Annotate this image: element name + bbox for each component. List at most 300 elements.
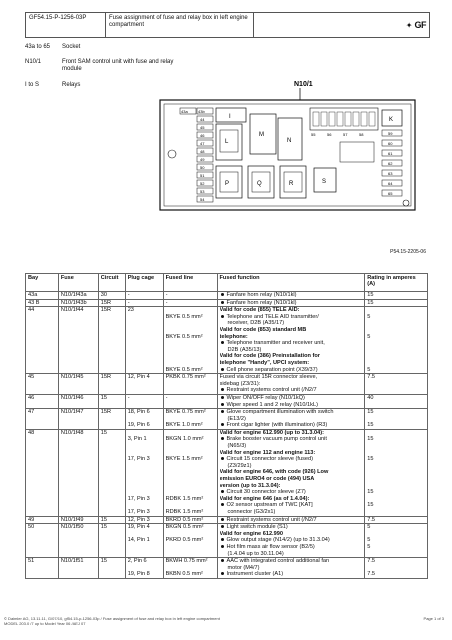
cell-line <box>166 469 215 476</box>
cell-line <box>367 509 425 516</box>
callout-label: N10/1 <box>294 81 313 88</box>
cell-line: 5 <box>367 313 371 320</box>
cell-line: - <box>127 299 130 306</box>
logo: GF <box>414 20 426 30</box>
fuse-table <box>25 273 428 579</box>
cell-fused-function <box>217 299 365 307</box>
cell-plug-cage <box>125 299 163 307</box>
cell-line <box>166 476 215 483</box>
mounting-hole <box>403 200 409 206</box>
function-line <box>220 524 363 531</box>
function-line <box>220 327 363 334</box>
cell-line <box>166 327 215 334</box>
fuse-label: 65 <box>388 191 393 196</box>
fuse-label: 55 <box>311 132 316 137</box>
function-line <box>220 409 363 416</box>
cell-line: 17, Pin 3 <box>127 509 150 515</box>
function-line <box>220 496 363 503</box>
cell-line <box>367 387 425 394</box>
function-line <box>220 374 363 381</box>
cell-circuit: 15 <box>98 516 125 524</box>
function-line <box>220 517 363 524</box>
cell-line: 5 <box>367 543 371 550</box>
cell-fused-line <box>163 374 217 395</box>
col-header-fused-function: Fused function <box>217 274 365 292</box>
logo-cell <box>254 13 429 37</box>
function-text: Brake booster vacuum pump control unit <box>226 436 327 443</box>
bullet-icon <box>221 341 224 344</box>
cell-fused-line <box>163 558 217 579</box>
function-line <box>220 320 363 327</box>
relay-label: L <box>225 139 229 145</box>
footer-line: MODEL 203.0 /7 up to Model Year 06 /AEJ 07 <box>4 621 86 626</box>
function-text: Valid for engine 612.990 <box>219 530 283 537</box>
fuse-label: 43a <box>181 109 188 114</box>
cell-fused-function <box>217 374 365 395</box>
function-text: Telephone transmitter and receiver unit, <box>226 340 325 347</box>
cell-fuse: N10/1f51 <box>58 558 98 579</box>
function-text: Front cigar lighter (with illumination) (R3) <box>226 422 328 429</box>
cell-line <box>128 327 161 334</box>
connector <box>340 142 374 162</box>
cell-line <box>367 450 425 457</box>
fuse-label: 59 <box>388 131 393 136</box>
cell-plug-cage <box>125 558 163 579</box>
function-text: O2 sensor upstream of TWC [KAT] <box>226 502 313 509</box>
cell-rating <box>365 394 428 408</box>
relay-label: M <box>259 132 264 138</box>
cell-line <box>367 430 425 437</box>
function-line <box>220 483 363 490</box>
cell-line: 7.5 <box>367 558 376 565</box>
bullet-icon <box>221 388 224 391</box>
cell-line: 17, Pin 3 <box>127 495 150 502</box>
cell-line: BKBN 0.5 mm² <box>165 571 203 578</box>
function-line <box>220 347 363 354</box>
cell-plug-cage <box>125 429 163 516</box>
function-text: emission EURO4 or code (494) USA <box>219 476 315 483</box>
cell-line <box>367 443 425 450</box>
cell-line: BKYE 0.5 mm² <box>165 366 203 373</box>
fuse-label: 54 <box>200 197 205 202</box>
cell-line: 17, Pin 3 <box>127 456 150 463</box>
fuse-slot <box>361 112 367 126</box>
bullet-icon <box>221 315 224 318</box>
fuse-label: 48 <box>200 149 205 154</box>
function-line <box>220 531 363 538</box>
cell-line <box>128 502 161 509</box>
fuse-label: 49 <box>200 157 205 162</box>
cell-line <box>128 387 161 394</box>
function-line <box>220 469 363 476</box>
cell-fuse: N10/1f49 <box>58 516 98 524</box>
function-text: (N65/3) <box>227 443 247 450</box>
function-text: Circuit 15 connector sleeve (fused) <box>226 456 313 463</box>
function-line <box>220 381 363 388</box>
relay-label: Q <box>257 181 262 187</box>
function-text: (E13/2) <box>227 415 246 422</box>
fuse-label: 44 <box>200 117 205 122</box>
function-line <box>220 489 363 496</box>
bullet-icon <box>221 423 224 426</box>
function-text: Valid for engine 612.990 (up to 31.3.04): <box>219 429 324 436</box>
cell-line: 14, Pin 1 <box>127 537 150 544</box>
cell-plug-cage <box>125 307 163 374</box>
cell-fused-function <box>217 524 365 558</box>
cell-line: 15 <box>367 502 374 509</box>
cell-circuit: 15R <box>98 409 125 430</box>
document-header <box>25 12 430 38</box>
col-header-bay: Bay <box>26 274 59 292</box>
function-text: AAC with integrated control additional fan <box>226 558 330 565</box>
cell-fused-function <box>217 292 365 300</box>
bullet-icon <box>221 410 224 413</box>
cell-fuse: N10/1f43a <box>58 292 98 300</box>
fuse-block <box>310 108 378 130</box>
cell-line: PKRD 0.5 mm² <box>165 537 204 544</box>
fuse-label: 51 <box>200 173 205 178</box>
cell-line <box>166 443 215 450</box>
function-text: telephone: <box>219 333 248 340</box>
function-text: Fanfare horn relay (N10/1kl) <box>226 292 297 298</box>
cell-line: RDBK 1.5 mm² <box>165 509 204 515</box>
table-row <box>26 516 428 524</box>
function-line <box>220 565 363 572</box>
bullet-icon <box>221 490 224 493</box>
function-text: D2B (A35/13) <box>227 346 262 353</box>
bullet-icon <box>221 368 224 371</box>
function-text: Circuit 30 connector sleeve (Z7) <box>226 489 306 496</box>
cell-line <box>367 551 425 558</box>
function-line <box>220 340 363 347</box>
relay-label: S <box>322 179 327 185</box>
cell-line: 19, Pin 8 <box>127 571 150 578</box>
cell-plug-cage <box>125 524 163 558</box>
table-row <box>26 374 428 395</box>
function-line <box>220 334 363 341</box>
table-row <box>26 409 428 430</box>
cell-line <box>166 551 215 558</box>
relay-i <box>216 108 246 122</box>
cell-line <box>128 314 161 321</box>
fuse-slot <box>345 112 351 126</box>
cell-line <box>166 544 215 551</box>
cell-line <box>128 320 161 327</box>
cell-line <box>166 320 215 327</box>
cell-line <box>128 463 161 470</box>
legend-value: Socket <box>62 44 81 50</box>
cell-fused-line <box>163 394 217 408</box>
cell-line <box>166 340 215 347</box>
cell-fused-function <box>217 394 365 408</box>
function-text: Cell phone separation point (X39/37) <box>226 366 318 373</box>
cell-line <box>367 307 425 314</box>
cell-fused-function <box>217 558 365 579</box>
fuse-label: 45 <box>200 125 205 130</box>
function-text: receiver, D2B (A35/17) <box>227 320 285 327</box>
cell-line <box>128 340 161 347</box>
cell-line: 15 <box>367 456 374 463</box>
function-text: Restraint systems control unit (/N2/7 <box>226 387 317 394</box>
function-line <box>220 314 363 321</box>
cell-bay: 48 <box>26 429 59 516</box>
cell-line <box>128 381 161 388</box>
function-line <box>220 353 363 360</box>
fuse-label: 60 <box>388 141 393 146</box>
function-line <box>220 416 363 423</box>
cell-line: 40 <box>367 394 374 401</box>
function-line <box>220 558 363 565</box>
cell-plug-cage <box>125 516 163 524</box>
fuse-slot <box>329 112 335 126</box>
cell-line: 15 <box>367 292 374 298</box>
function-line <box>220 544 363 551</box>
bullet-icon <box>221 457 224 460</box>
cell-fuse: N10/1f45 <box>58 374 98 395</box>
function-text: Valid for code (853) standard MB <box>219 326 307 333</box>
cell-line <box>367 531 425 538</box>
cell-line <box>128 531 161 538</box>
col-header-circuit: Circuit <box>98 274 125 292</box>
cell-line <box>166 531 215 538</box>
function-line <box>220 367 363 374</box>
doc-id: GF54.15-P-1256-03P <box>26 13 106 37</box>
col-header-fused-line: Fused line <box>163 274 217 292</box>
cell-line <box>166 360 215 367</box>
fuse-slot <box>369 112 375 126</box>
footer-line: © Daimler AG, 13.11.11, G/07/10, gf54.15-p-1256-03p / Fuse assignment of fuse and relay box in left engine compartment <box>4 616 220 621</box>
fuse-slot <box>313 112 319 126</box>
cell-bay: 51 <box>26 558 59 579</box>
cell-circuit: 15R <box>98 299 125 307</box>
fuse-label: 43b <box>198 109 205 114</box>
legend-key: N10/1 <box>25 59 42 66</box>
cell-line: - <box>165 394 168 401</box>
cell-bay: 43 B <box>26 299 59 307</box>
cell-line <box>367 327 425 334</box>
relay-label: N <box>287 138 292 144</box>
legend-key: 43a to 65 <box>25 44 51 50</box>
figure-reference: P54.15-2205-06 <box>390 249 426 255</box>
cell-line <box>128 430 161 437</box>
cell-line <box>367 469 425 476</box>
function-line <box>220 443 363 450</box>
function-line <box>220 436 363 443</box>
cell-line: 15 <box>367 299 374 306</box>
cell-fused-line <box>163 409 217 430</box>
cell-line <box>166 489 215 496</box>
cell-line: 19, Pin 4 <box>127 524 150 531</box>
function-line <box>220 292 363 299</box>
function-text: Valid for engine 646 (as of 1.4.04): <box>219 495 310 502</box>
cell-line <box>367 476 425 483</box>
function-line <box>220 360 363 367</box>
relay-label: R <box>289 181 294 187</box>
cell-line <box>166 347 215 354</box>
function-text: Wiper speed 1 and 2 relay (N10/1kL) <box>226 401 318 408</box>
cell-circuit: 15R <box>98 307 125 374</box>
cell-line <box>367 416 425 423</box>
cell-line: 15 <box>367 489 374 496</box>
cell-line <box>128 544 161 551</box>
function-text: Valid for engine 112 and engine 113: <box>219 449 316 456</box>
cell-bay: 44 <box>26 307 59 374</box>
cell-line: 5 <box>367 366 371 373</box>
cell-line: 5 <box>367 537 371 544</box>
cell-plug-cage <box>125 394 163 408</box>
col-header-fuse: Fuse <box>58 274 98 292</box>
table-row <box>26 429 428 516</box>
cell-line: 3, Pin 1 <box>127 436 147 443</box>
cell-fuse: N10/1f50 <box>58 524 98 558</box>
cell-line <box>166 307 215 314</box>
relay-label: I <box>229 114 231 120</box>
function-text: Light switch module (S1) <box>226 524 288 531</box>
cell-line: 18, Pin 6 <box>127 409 150 416</box>
cell-line: 7.5 <box>367 374 376 381</box>
table-row <box>26 558 428 579</box>
cell-line: BKRD 0.5 mm² <box>165 516 204 523</box>
cell-line: 12, Pin 4 <box>127 374 150 381</box>
cell-line <box>166 381 215 388</box>
cell-circuit: 15 <box>98 394 125 408</box>
fuse-label: 56 <box>327 132 332 137</box>
cell-rating <box>365 558 428 579</box>
cell-rating <box>365 307 428 374</box>
table-body <box>26 292 428 579</box>
fuse-label: 53 <box>200 189 205 194</box>
fuse-slot <box>321 112 327 126</box>
cell-line <box>367 340 425 347</box>
cell-line <box>128 450 161 457</box>
function-line <box>220 450 363 457</box>
cell-plug-cage <box>125 292 163 300</box>
bullet-icon <box>221 301 224 304</box>
cell-line <box>367 496 425 503</box>
cell-line <box>128 476 161 483</box>
cell-line: - <box>127 292 130 298</box>
cell-fused-function <box>217 307 365 374</box>
legend-key: I to S <box>25 81 40 88</box>
cell-fused-function <box>217 409 365 430</box>
cell-line <box>166 430 215 437</box>
cell-fused-line <box>163 307 217 374</box>
cell-line <box>128 416 161 423</box>
fuse-label: 52 <box>200 181 205 186</box>
fuse-slot <box>337 112 343 126</box>
cell-line: 5 <box>367 333 371 340</box>
table-row <box>26 524 428 558</box>
cell-line <box>166 353 215 360</box>
cell-line: 19, Pin 6 <box>127 422 150 429</box>
function-text: Glove compartment illumination with switch <box>226 409 334 416</box>
table-row <box>26 299 428 307</box>
bullet-icon <box>221 545 224 548</box>
cell-fuse: N10/1f48 <box>58 429 98 516</box>
cell-bay: 49 <box>26 516 59 524</box>
col-header-rating: Rating in amperes (A) <box>365 274 428 292</box>
cell-line <box>367 483 425 490</box>
fuse-slot <box>353 112 359 126</box>
cell-line <box>166 402 215 409</box>
cell-line: BKYE 0.5 mm² <box>165 313 203 320</box>
cell-fuse: N10/1f43b <box>58 299 98 307</box>
cell-fused-line <box>163 299 217 307</box>
cell-circuit: 15R <box>98 374 125 395</box>
cell-line: PKBK 0.75 mm² <box>165 374 206 381</box>
fuse-label: 58 <box>359 132 364 137</box>
cell-bay: 46 <box>26 394 59 408</box>
cell-line <box>367 360 425 367</box>
function-line <box>220 430 363 437</box>
function-text: Instrument cluster (A1) <box>226 571 284 578</box>
cell-bay: 45 <box>26 374 59 395</box>
function-text: motor (M4/7) <box>227 564 260 571</box>
cell-fuse: N10/1f46 <box>58 394 98 408</box>
cell-line <box>128 347 161 354</box>
cell-line <box>166 387 215 394</box>
cell-bay: 50 <box>26 524 59 558</box>
cell-line: - <box>165 292 168 298</box>
table-row <box>26 394 428 408</box>
fuse-label: 64 <box>388 181 393 186</box>
cell-fused-line <box>163 429 217 516</box>
cell-line: 7.5 <box>367 516 376 523</box>
cell-line <box>166 463 215 470</box>
function-line <box>220 509 363 516</box>
cell-line: BKYE 1.5 mm² <box>165 456 203 463</box>
cell-line: 2, Pin 6 <box>127 558 147 565</box>
cell-line <box>367 347 425 354</box>
cell-line: BKYE 0.75 mm² <box>165 409 206 416</box>
mounting-hole <box>168 150 176 158</box>
cell-plug-cage <box>125 374 163 395</box>
cell-line <box>128 353 161 360</box>
doc-title: Fuse assignment of fuse and relay box in left engine compartment <box>106 13 254 37</box>
cell-fuse: N10/1f47 <box>58 409 98 430</box>
cell-rating <box>365 429 428 516</box>
function-text: version (up to 31.3.04): <box>219 482 281 489</box>
cell-line <box>367 565 425 572</box>
cell-fused-function <box>217 429 365 516</box>
bullet-icon <box>221 559 224 562</box>
cell-line: 15 <box>367 436 374 443</box>
function-line <box>220 571 363 578</box>
function-line <box>220 463 363 470</box>
legend-value: Relays <box>62 81 81 88</box>
cell-line <box>166 565 215 572</box>
cell-line: 15 <box>367 422 374 429</box>
right-fuse-column <box>382 130 402 196</box>
fuse-label: 63 <box>388 171 393 176</box>
cell-line: 5 <box>367 524 371 531</box>
function-line <box>220 537 363 544</box>
cell-line <box>166 502 215 509</box>
cell-line <box>166 416 215 423</box>
function-line <box>220 395 363 402</box>
cell-fused-line <box>163 516 217 524</box>
cell-bay: 47 <box>26 409 59 430</box>
cell-line <box>128 334 161 341</box>
bullet-icon <box>221 503 224 506</box>
cell-line: - <box>127 394 130 401</box>
function-text: Hot film mass air flow sensor (B2/5) <box>226 543 315 550</box>
cell-fused-line <box>163 292 217 300</box>
cell-circuit: 15 <box>98 524 125 558</box>
cell-line: 7.5 <box>367 571 376 578</box>
function-text: connector (G3/2x1) <box>227 509 276 515</box>
fuse-label: 46 <box>200 133 205 138</box>
